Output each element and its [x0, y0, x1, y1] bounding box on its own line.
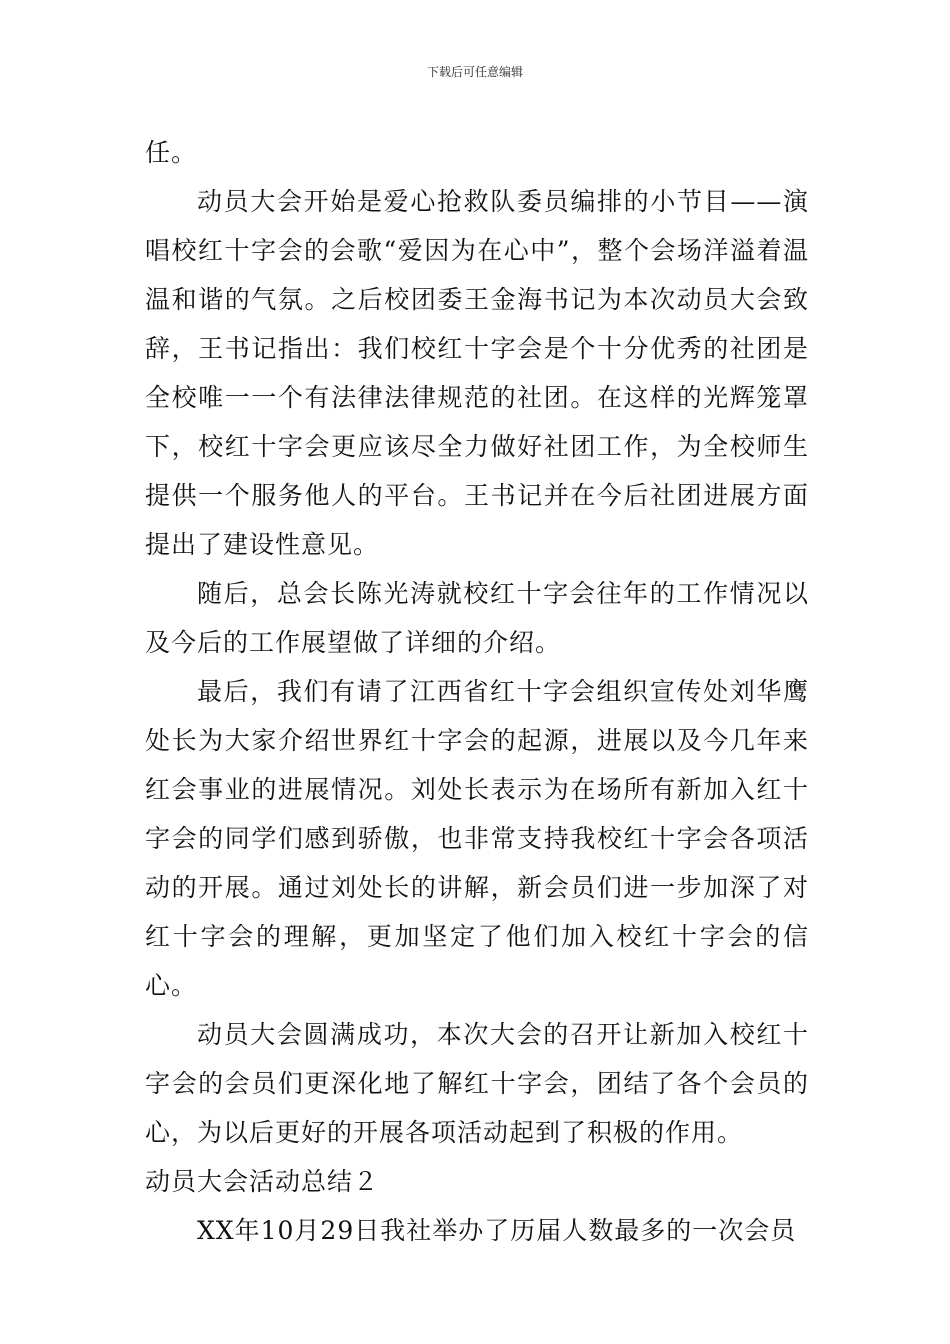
paragraph-summary-two: XX年10月29日我社举办了历届人数最多的一次会员: [197, 1216, 797, 1245]
paragraph-opening: 动员大会开始是爱心抢救队委员编排的小节目——演唱校红十字会的会歌“爱因为在心中”，整个会场洋溢着温温和谐的气氛。之后校团委王金海书记为本次动员大会致辞，王书记指出：我们校红十字会是个十分优秀的社团是全校唯一一个有法律法律规范的社团。在这样的光辉笼罩下，校红十字会更应该尽全力做好社团工作，为全校师生提供一个服务他人的平台。王书记并在今后社团进展方面提出了建设性意见。: [145, 187, 809, 559]
paragraph-guest-speech: 最后，我们有请了江西省红十字会组织宣传处刘华鹰处长为大家介绍世界红十字会的起源，进展以及今几年来红会事业的进展情况。刘处长表示为在场所有新加入红十字会的同学们感到骄傲，也非常支持我校红十字会各项活动的开展。通过刘处长的讲解，新会员们进一步加深了对红十字会的理解，更加坚定了他们加入校红十字会的信心。: [145, 677, 809, 1000]
paragraph-conclusion: 动员大会圆满成功，本次大会的召开让新加入校红十字会的会员们更深化地了解红十字会，团结了各个会员的心，为以后更好的开展各项活动起到了积极的作用。: [145, 1020, 809, 1147]
page-header-note: 下载后可任意编辑: [426, 65, 523, 79]
paragraph-president-report: 随后，总会长陈光涛就校红十字会往年的工作情况以及今后的工作展望做了详细的介绍。: [145, 579, 809, 657]
paragraph-continuation: 任。: [145, 138, 198, 167]
section-heading: 动员大会活动总结２: [145, 1167, 380, 1196]
document-body: [145, 128, 809, 1255]
